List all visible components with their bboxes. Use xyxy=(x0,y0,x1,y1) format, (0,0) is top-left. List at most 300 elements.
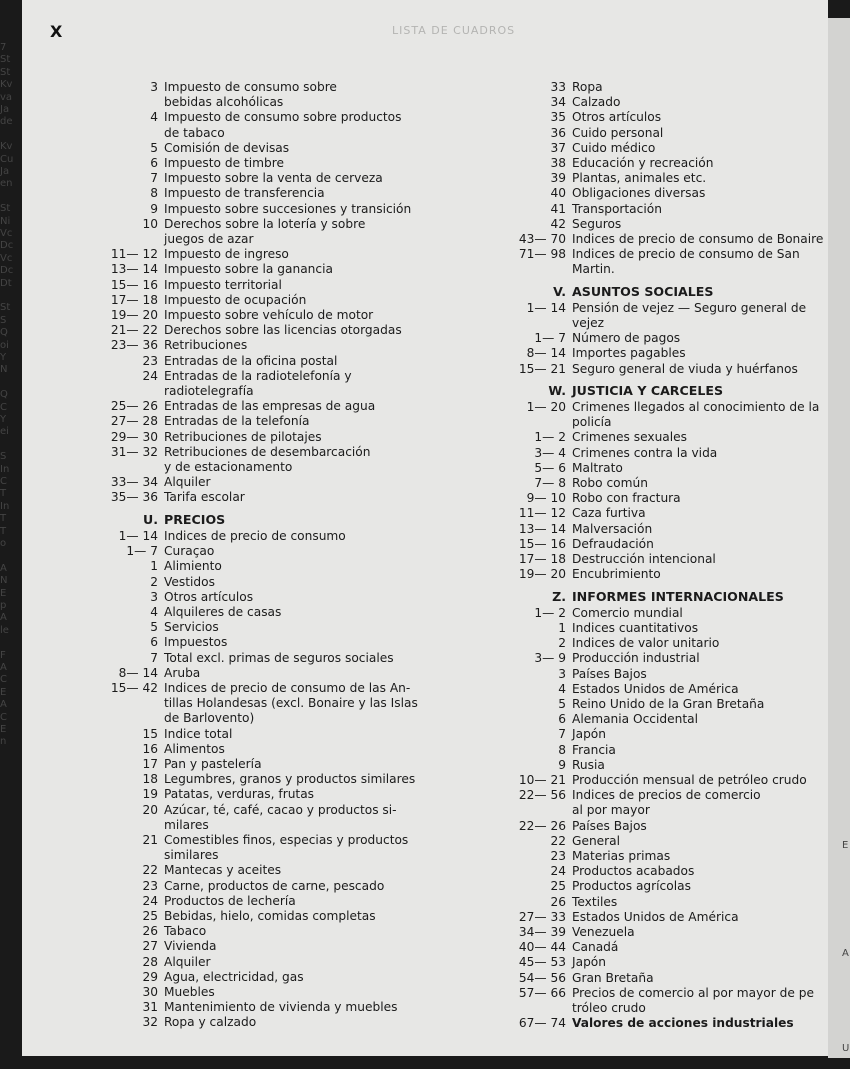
index-entry xyxy=(30,559,440,574)
bleed-glyph: Kv xyxy=(0,141,13,153)
table-number: 1— 7 xyxy=(534,331,566,346)
index-entry xyxy=(30,338,440,353)
table-number: 23 xyxy=(142,353,158,368)
section-title: PRECIOS xyxy=(164,511,226,527)
index-entry xyxy=(476,362,828,377)
index-entry xyxy=(30,186,440,201)
index-entry xyxy=(30,711,440,726)
table-number: 10— 21 xyxy=(518,772,566,787)
entry-label: Precios de comercio al por mayor de pe xyxy=(572,985,814,1000)
index-entry xyxy=(476,1001,828,1016)
table-number: 17— 18 xyxy=(518,552,566,567)
table-number: 16 xyxy=(142,741,158,756)
bleed-glyph: T xyxy=(0,488,7,500)
bleed-glyph: T xyxy=(0,513,7,525)
index-entry xyxy=(476,316,828,331)
section-letter: Z. xyxy=(552,588,566,604)
entry-label: Indices de precio de consumo xyxy=(164,528,346,543)
entry-label: Indices de precio de consumo de las An- xyxy=(164,680,411,695)
index-entry xyxy=(30,354,440,369)
table-number: 7— 8 xyxy=(534,476,566,491)
left-column xyxy=(30,80,440,1031)
table-number: 22 xyxy=(142,863,158,878)
entry-label: Muebles xyxy=(164,984,215,999)
index-entry xyxy=(30,772,440,787)
entry-label: vejez xyxy=(572,316,604,331)
index-entry xyxy=(30,635,440,650)
table-number: 36 xyxy=(550,125,566,140)
index-entry xyxy=(30,757,440,772)
entry-label: Curaçao xyxy=(164,544,215,559)
index-entry xyxy=(30,293,440,308)
entry-label: Alimentos xyxy=(164,741,225,756)
table-number: 71— 98 xyxy=(518,247,566,262)
table-number: 13— 14 xyxy=(110,262,158,277)
table-number: 15— 21 xyxy=(518,361,566,376)
bleed-glyph: o xyxy=(0,538,7,549)
show-through-header: LISTA DE CUADROS xyxy=(392,24,516,37)
index-entry xyxy=(476,864,828,879)
entry-label: Indices de valor unitario xyxy=(572,636,720,651)
table-number: 3 xyxy=(558,666,566,681)
index-entry xyxy=(476,262,828,277)
table-number: 3— 9 xyxy=(534,651,566,666)
table-number: 41 xyxy=(550,201,566,216)
entry-label: Alquiler xyxy=(164,475,211,490)
entry-label: Rusia xyxy=(572,757,605,772)
bleed-glyph: Dc xyxy=(0,240,14,252)
table-number: 19 xyxy=(142,787,158,802)
index-entry xyxy=(476,606,828,621)
right-page-bleed xyxy=(842,840,850,1060)
entry-label: Indices de precios de comercio xyxy=(572,788,761,803)
bleed-glyph: Ni xyxy=(0,215,11,227)
bleed-glyph: In xyxy=(0,500,10,512)
entry-label: Carne, productos de carne, pescado xyxy=(164,878,385,893)
index-entry xyxy=(476,971,828,986)
bleed-glyph: A xyxy=(0,699,7,711)
index-entry xyxy=(476,849,828,864)
index-entry xyxy=(30,445,440,460)
table-number: 54— 56 xyxy=(518,970,566,985)
entry-label: Ropa xyxy=(572,80,603,94)
index-entry xyxy=(476,758,828,773)
table-number: 15— 16 xyxy=(110,277,158,292)
section-letter: V. xyxy=(553,283,566,299)
entry-label: Cuido médico xyxy=(572,140,656,155)
bleed-glyph: A xyxy=(842,948,849,959)
table-number: 4 xyxy=(150,110,158,125)
bleed-glyph: Cu xyxy=(0,153,14,165)
entry-label: Productos agrícolas xyxy=(572,879,691,894)
index-entry xyxy=(476,636,828,651)
entry-label: policía xyxy=(572,415,612,430)
index-entry xyxy=(30,742,440,757)
index-entry xyxy=(476,925,828,940)
index-entry xyxy=(476,819,828,834)
index-entry xyxy=(30,414,440,429)
bleed-glyph: St xyxy=(0,203,11,215)
entry-label: de Barlovento) xyxy=(164,711,255,726)
index-entry xyxy=(30,232,440,247)
entry-label: Calzado xyxy=(572,95,621,110)
entry-label: al por mayor xyxy=(572,803,650,818)
index-entry xyxy=(476,743,828,758)
entry-label: Impuesto de transferencia xyxy=(164,186,325,201)
table-number: 18 xyxy=(142,772,158,787)
index-entry xyxy=(30,278,440,293)
table-number: 1— 7 xyxy=(126,544,158,559)
index-entry xyxy=(30,848,440,863)
entry-label: Impuesto de consumo sobre xyxy=(164,80,337,94)
entry-label: Defraudación xyxy=(572,536,654,551)
index-entry xyxy=(476,95,828,110)
index-entry xyxy=(30,202,440,217)
table-number: 26 xyxy=(550,894,566,909)
bleed-glyph: Ja xyxy=(0,166,10,177)
index-entry xyxy=(30,727,440,742)
table-number: 8— 14 xyxy=(118,665,158,680)
table-number: 37 xyxy=(550,140,566,155)
index-entry xyxy=(30,666,440,681)
entry-label: Obligaciones diversas xyxy=(572,186,706,201)
entry-label: Japón xyxy=(572,727,606,742)
bleed-glyph: C xyxy=(0,476,7,487)
table-number: 1— 2 xyxy=(534,605,566,620)
index-entry xyxy=(30,955,440,970)
table-number: 7 xyxy=(150,171,158,186)
entry-label: Retribuciones de pilotajes xyxy=(164,429,322,444)
index-entry xyxy=(476,1016,828,1031)
entry-label: similares xyxy=(164,848,219,863)
entry-label: Importes pagables xyxy=(572,346,686,361)
entry-label: radiotelegrafía xyxy=(164,384,254,399)
entry-label: Patatas, verduras, frutas xyxy=(164,787,315,802)
index-entry xyxy=(476,895,828,910)
index-entry xyxy=(476,879,828,894)
entry-label: Servicios xyxy=(164,620,219,635)
entry-label: Agua, electricidad, gas xyxy=(164,969,304,984)
entry-label: Pan y pastelería xyxy=(164,756,262,771)
entry-label: Entradas de la telefonía xyxy=(164,414,310,429)
bleed-glyph: E xyxy=(842,840,849,851)
entry-label: Seguro general de viuda y huérfanos xyxy=(572,361,798,376)
bleed-glyph: In xyxy=(0,463,10,475)
table-number: 67— 74 xyxy=(518,1016,566,1031)
index-entry xyxy=(30,985,440,1000)
index-entry xyxy=(30,399,440,414)
table-number: 31 xyxy=(142,1000,158,1015)
table-number: 34 xyxy=(550,95,566,110)
bleed-glyph: 7 xyxy=(0,42,7,53)
index-entry xyxy=(30,126,440,141)
table-number: 45— 53 xyxy=(518,955,566,970)
index-entry xyxy=(476,415,828,430)
table-number: 15 xyxy=(142,726,158,741)
entry-label: Encubrimiento xyxy=(572,567,661,582)
table-number: 5 xyxy=(150,620,158,635)
table-number: 21— 22 xyxy=(110,323,158,338)
bleed-glyph: Dc xyxy=(0,265,14,277)
table-number: 1 xyxy=(150,559,158,574)
table-number: 22 xyxy=(550,833,566,848)
entry-label: Mantecas y aceites xyxy=(164,863,282,878)
table-number: 29 xyxy=(142,969,158,984)
table-number: 3— 4 xyxy=(534,445,566,460)
bleed-glyph: F xyxy=(0,649,6,661)
index-entry xyxy=(30,262,440,277)
entry-label: Estados Unidos de América xyxy=(572,681,739,696)
table-number: 25— 26 xyxy=(110,399,158,414)
table-number: 32 xyxy=(142,1015,158,1030)
index-entry xyxy=(476,773,828,788)
bleed-glyph: A xyxy=(0,612,7,624)
table-number: 39 xyxy=(550,171,566,186)
table-number: 8 xyxy=(150,186,158,201)
entry-label: Martin. xyxy=(572,262,615,277)
entry-label: Legumbres, granos y productos similares xyxy=(164,772,416,787)
table-number: 38 xyxy=(550,156,566,171)
bleed-glyph: Ja xyxy=(0,104,10,115)
table-number: 1— 14 xyxy=(526,300,566,315)
section-heading xyxy=(476,284,828,299)
entry-label: Crimenes llegados al conocimiento de la xyxy=(572,400,820,415)
entry-label: Alquileres de casas xyxy=(164,604,282,619)
entry-label: tróleo crudo xyxy=(572,1000,646,1015)
bleed-glyph: le xyxy=(0,624,9,636)
entry-label: Japón xyxy=(572,955,606,970)
entry-label: Entradas de la radiotelefonía y xyxy=(164,368,352,383)
index-entry xyxy=(30,490,440,505)
table-number: 28 xyxy=(142,954,158,969)
table-number: 22— 56 xyxy=(518,788,566,803)
entry-label: Total excl. primas de seguros sociales xyxy=(164,650,394,665)
entry-label: Impuesto sobre succesiones y transición xyxy=(164,201,412,216)
table-number: 7 xyxy=(558,727,566,742)
bleed-glyph: St xyxy=(0,54,11,66)
index-entry xyxy=(30,803,440,818)
index-entry xyxy=(476,552,828,567)
entry-label: Impuesto sobre la venta de cerveza xyxy=(164,171,383,186)
index-entry xyxy=(476,232,828,247)
entry-label: Alemania Occidental xyxy=(572,712,698,727)
table-number: 23 xyxy=(142,878,158,893)
bleed-glyph: va xyxy=(0,91,13,103)
section-title: ASUNTOS SOCIALES xyxy=(572,283,714,299)
index-entry xyxy=(30,110,440,125)
index-entry xyxy=(30,575,440,590)
bleed-glyph: N xyxy=(0,575,8,587)
index-entry xyxy=(30,939,440,954)
index-entry xyxy=(30,460,440,475)
index-entry xyxy=(30,1000,440,1015)
section-title: INFORMES INTERNACIONALES xyxy=(572,588,784,604)
index-entry xyxy=(476,346,828,361)
table-number: 25 xyxy=(550,879,566,894)
table-number: 4 xyxy=(558,681,566,696)
entry-label: Producción industrial xyxy=(572,651,700,666)
bleed-glyph: C xyxy=(0,711,7,723)
index-entry xyxy=(30,681,440,696)
index-entry xyxy=(476,156,828,171)
section-title: JUSTICIA Y CARCELES xyxy=(572,382,724,398)
bleed-glyph: C xyxy=(0,674,7,686)
table-number: 22— 26 xyxy=(518,818,566,833)
entry-label: Ropa y calzado xyxy=(164,1015,257,1030)
table-number: 17 xyxy=(142,756,158,771)
entry-label: Transportación xyxy=(572,201,662,216)
index-entry xyxy=(476,667,828,682)
index-entry xyxy=(476,537,828,552)
index-entry xyxy=(30,308,440,323)
entry-label: Cuido personal xyxy=(572,125,664,140)
index-entry xyxy=(30,95,440,110)
table-number: 24 xyxy=(550,864,566,879)
bleed-glyph: N xyxy=(0,364,8,376)
entry-label: Países Bajos xyxy=(572,666,647,681)
index-entry xyxy=(476,400,828,415)
entry-label: milares xyxy=(164,817,209,832)
index-entry xyxy=(30,384,440,399)
bleed-glyph: Q xyxy=(0,327,8,339)
index-entry xyxy=(476,788,828,803)
entry-label: Robo común xyxy=(572,476,648,491)
index-entry xyxy=(476,247,828,262)
entry-label: Robo con fractura xyxy=(572,491,681,506)
table-number: 6 xyxy=(150,635,158,650)
table-number: 6 xyxy=(150,156,158,171)
entry-label: Destrucción intencional xyxy=(572,552,716,567)
table-number: 27 xyxy=(142,939,158,954)
bleed-glyph: Vc xyxy=(0,252,13,264)
table-number: 23 xyxy=(550,848,566,863)
entry-label: Indices de precio de consumo de San xyxy=(572,247,800,262)
table-number: 31— 32 xyxy=(110,444,158,459)
bleed-glyph: Kv xyxy=(0,79,13,91)
table-number: 13— 14 xyxy=(518,521,566,536)
entry-label: Francia xyxy=(572,742,616,757)
index-entry xyxy=(476,301,828,316)
bleed-glyph: ei xyxy=(0,426,9,438)
index-entry xyxy=(30,475,440,490)
index-entry xyxy=(30,605,440,620)
entry-label: Indices cuantitativos xyxy=(572,620,699,635)
entry-label: Países Bajos xyxy=(572,818,647,833)
bleed-glyph: p xyxy=(0,600,7,611)
table-number: 3 xyxy=(150,80,158,94)
index-entry xyxy=(30,651,440,666)
index-entry xyxy=(30,430,440,445)
entry-label: Pensión de vejez — Seguro general de xyxy=(572,300,807,315)
entry-label: Reino Unido de la Gran Bretaña xyxy=(572,696,765,711)
table-number: 26 xyxy=(142,924,158,939)
entry-label: Indices de precio de consumo de Bonaire xyxy=(572,232,824,247)
table-number: 2 xyxy=(558,636,566,651)
table-number: 10 xyxy=(142,216,158,231)
table-number: 24 xyxy=(142,368,158,383)
table-number: 5 xyxy=(150,140,158,155)
index-entry xyxy=(30,924,440,939)
index-entry xyxy=(476,651,828,666)
index-entry xyxy=(476,522,828,537)
table-number: 23— 36 xyxy=(110,338,158,353)
index-entry xyxy=(30,529,440,544)
index-entry xyxy=(30,909,440,924)
entry-label: Materias primas xyxy=(572,848,671,863)
section-heading xyxy=(476,383,828,398)
table-number: 57— 66 xyxy=(518,985,566,1000)
entry-label: Derechos sobre las licencias otorgadas xyxy=(164,323,402,338)
entry-label: General xyxy=(572,833,621,848)
table-number: 21 xyxy=(142,832,158,847)
bleed-glyph: de xyxy=(0,116,13,128)
index-entry xyxy=(476,727,828,742)
table-number: 43— 70 xyxy=(518,232,566,247)
table-number: 27— 33 xyxy=(518,909,566,924)
index-entry xyxy=(30,323,440,338)
index-entry xyxy=(476,940,828,955)
index-entry xyxy=(30,620,440,635)
table-number: 25 xyxy=(142,908,158,923)
bleed-glyph: Y xyxy=(0,414,7,425)
section-heading xyxy=(476,589,828,604)
section-heading xyxy=(30,512,440,527)
entry-label: Entradas de la oficina postal xyxy=(164,353,338,368)
bleed-glyph: St xyxy=(0,66,11,78)
index-entry xyxy=(476,621,828,636)
bleed-glyph: Vc xyxy=(0,228,13,239)
bleed-glyph: St xyxy=(0,302,11,314)
index-entry xyxy=(476,202,828,217)
index-entry xyxy=(476,506,828,521)
table-number: 9— 10 xyxy=(526,491,566,506)
entry-label: Crimenes contra la vida xyxy=(572,445,718,460)
entry-label: Maltrato xyxy=(572,460,623,475)
entry-label: Aruba xyxy=(164,665,201,680)
entry-label: Impuesto de timbre xyxy=(164,156,285,171)
bleed-glyph: E xyxy=(0,587,7,599)
index-entry xyxy=(30,833,440,848)
right-column xyxy=(476,80,828,1031)
table-number: 1 xyxy=(558,620,566,635)
index-entry xyxy=(476,446,828,461)
table-number: 1— 14 xyxy=(118,528,158,543)
index-entry xyxy=(30,590,440,605)
index-entry xyxy=(476,491,828,506)
bleed-glyph: A xyxy=(0,662,7,673)
table-number: 42 xyxy=(550,216,566,231)
table-number: 7 xyxy=(150,650,158,665)
bleed-glyph: Y xyxy=(0,352,7,363)
entry-label: Alquiler xyxy=(164,954,211,969)
table-number: 19— 20 xyxy=(518,567,566,582)
index-entry xyxy=(476,430,828,445)
entry-label: Tabaco xyxy=(164,924,207,939)
entry-label: y de estacionamento xyxy=(164,460,293,475)
entry-label: Indice total xyxy=(164,726,233,741)
index-entry xyxy=(476,461,828,476)
table-number: 20 xyxy=(142,802,158,817)
entry-label: Impuesto sobre vehículo de motor xyxy=(164,308,374,323)
entry-label: bebidas alcohólicas xyxy=(164,95,284,110)
index-entry xyxy=(476,697,828,712)
entry-label: Vivienda xyxy=(164,939,217,954)
index-entry xyxy=(30,1015,440,1030)
entry-label: Bebidas, hielo, comidas completas xyxy=(164,908,376,923)
bleed-glyph: E xyxy=(0,686,7,698)
bleed-glyph: C xyxy=(0,401,7,413)
index-entry xyxy=(30,80,440,95)
